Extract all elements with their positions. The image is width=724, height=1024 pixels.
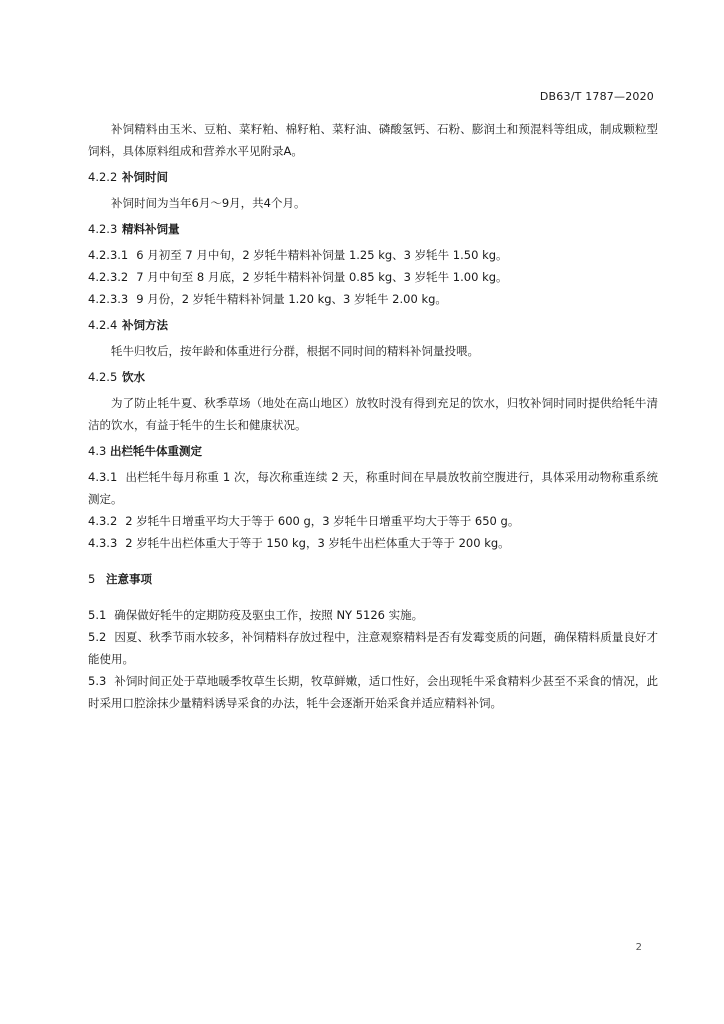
- clause-4-3-3: [88, 532, 658, 554]
- section-title: 精料补饲量: [122, 222, 180, 236]
- clause-text: 确保做好牦牛的定期防疫及驱虫工作，按照 NY 5126 实施。: [114, 608, 424, 622]
- clause-number: 4.3.3: [88, 536, 118, 550]
- section-title: 饮水: [122, 370, 145, 384]
- clause-number: 4.3.2: [88, 514, 118, 528]
- section-number: 4.2.3: [88, 222, 118, 236]
- clause-4-3-2: [88, 510, 658, 532]
- clause-text: 2 岁牦牛日增重平均大于等于 600 g，3 岁牦牛日增重平均大于等于 650 g。: [125, 514, 520, 528]
- section-title: 出栏牦牛体重测定: [110, 444, 202, 458]
- clause-5-1: [88, 604, 658, 626]
- clause-4-3-1: [88, 466, 658, 510]
- clause-text: 出栏牦牛每月称重 1 次，每次称重连续 2 天，称重时间在早晨放牧前空腹进行，具体采用动物称重系统测定。: [88, 470, 658, 506]
- clause-number: 5.2: [88, 630, 107, 644]
- clause-5-2: [88, 626, 658, 670]
- clause-text: 2 岁牦牛出栏体重大于等于 150 kg，3 岁牦牛出栏体重大于等于 200 kg。: [125, 536, 510, 550]
- paragraph-4-2-4: 牦牛归牧后，按年龄和体重进行分群，根据不同时间的精料补饲量投喂。: [111, 344, 479, 358]
- section-heading-4-2-4: [88, 314, 658, 336]
- clause-number: 4.2.3.3: [88, 292, 129, 306]
- clause-number: 5.3: [88, 674, 107, 688]
- standard-id: DB63/T 1787—2020: [539, 90, 654, 103]
- section-heading-4-2-2: [88, 166, 658, 188]
- section-title: 注意事项: [106, 572, 152, 586]
- section-number: 5: [88, 572, 96, 586]
- clause-number: 4.3.1: [88, 470, 118, 484]
- clause-5-3: [88, 670, 658, 714]
- page-number: 2: [635, 942, 642, 953]
- section-heading-4-2-3: [88, 218, 658, 240]
- section-number: 4.2.2: [88, 170, 118, 184]
- clause-text: 补饲时间正处于草地暖季牧草生长期，牧草鲜嫩，适口性好，会出现牦牛采食精料少甚至不采食的情况，此时采用口腔涂抹少量精料诱导采食的办法，牦牛会逐渐开始采食并适应精料补饲。: [88, 674, 658, 710]
- clause-number: 4.2.3.2: [88, 270, 129, 284]
- clause-4-2-3-1: [88, 244, 658, 266]
- clause-text: 7 月中旬至 8 月底，2 岁牦牛精料补饲量 0.85 kg、3 岁牦牛 1.00 kg。: [136, 270, 508, 284]
- clause-text: 6 月初至 7 月中旬，2 岁牦牛精料补饲量 1.25 kg、3 岁牦牛 1.50 kg。: [136, 248, 508, 262]
- paragraph-4-2-2: 补饲时间为当年6月～9月，共4个月。: [111, 196, 306, 210]
- document-body: [88, 118, 658, 714]
- section-number: 4.2.5: [88, 370, 118, 384]
- clause-number: 5.1: [88, 608, 107, 622]
- clause-4-2-3-2: [88, 266, 658, 288]
- section-heading-4-2-5: [88, 366, 658, 388]
- section-heading-4-3: [88, 440, 658, 462]
- section-heading-5: [88, 568, 658, 590]
- section-number: 4.2.4: [88, 318, 118, 332]
- clause-4-2-3-3: [88, 288, 658, 310]
- clause-text: 9 月份，2 岁牦牛精料补饲量 1.20 kg、3 岁牦牛 2.00 kg。: [136, 292, 447, 306]
- section-number: 4.3: [88, 444, 107, 458]
- paragraph-4-2-5: 为了防止牦牛夏、秋季草场（地处在高山地区）放牧时没有得到充足的饮水，归牧补饲时同时提供给牦牛清洁的饮水，有益于牦牛的生长和健康状况。: [88, 396, 658, 432]
- clause-text: 因夏、秋季节雨水较多，补饲精料存放过程中，注意观察精料是否有发霉变质的问题，确保精料质量良好才能使用。: [88, 630, 658, 666]
- clause-number: 4.2.3.1: [88, 248, 129, 262]
- intro-paragraph: 补饲精料由玉米、豆粕、菜籽粕、棉籽粕、菜籽油、磷酸氢钙、石粉、膨润土和预混料等组成，制成颗粒型饲料，具体原料组成和营养水平见附录A。: [88, 122, 658, 158]
- section-title: 补饲时间: [122, 170, 168, 184]
- section-title: 补饲方法: [122, 318, 168, 332]
